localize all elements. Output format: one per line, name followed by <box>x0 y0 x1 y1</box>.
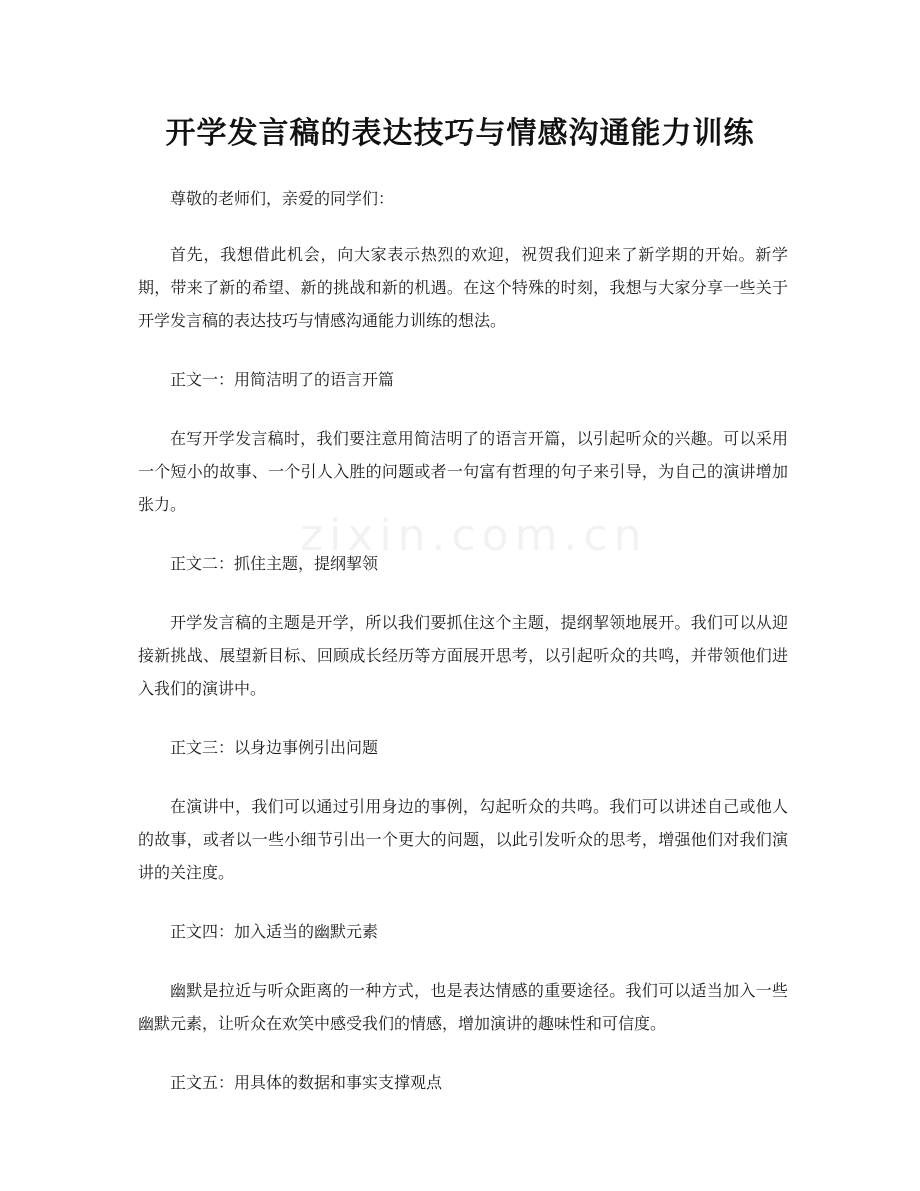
intro-paragraph: 首先，我想借此机会，向大家表示热烈的欢迎，祝贺我们迎来了新学期的开始。新学期，带来了新的希望、新的挑战和新的机遇。在这个特殊的时刻，我想与大家分享一些关于开学发言稿的表达技巧与情感沟通能力训练的想法。 <box>138 245 788 330</box>
section-heading-2: 正文二：抓住主题，提纲挈领 <box>170 554 379 573</box>
section-paragraph-3: 在演讲中，我们可以通过引用身边的事例，勾起听众的共鸣。我们可以讲述自己或他人的故事，或者以一些小细节引出一个更大的问题，以此引发听众的思考，增强他们对我们演讲的关注度。 <box>138 797 788 882</box>
section-paragraph-2: 开学发言稿的主题是开学，所以我们要抓住这个主题，提纲挈领地展开。我们可以从迎接新挑战、展望新目标、回顾成长经历等方面展开思考，以引起听众的共鸣，并带领他们进入我们的演讲中。 <box>138 613 788 698</box>
document-body <box>138 182 788 1125</box>
section-paragraph-1: 在写开学发言稿时，我们要注意用简洁明了的语言开篇，以引起听众的兴趣。可以采用一个短小的故事、一个引人入胜的问题或者一句富有哲理的句子来引导，为自己的演讲增加张力。 <box>138 429 788 514</box>
section-heading-3: 正文三：以身边事例引出问题 <box>170 738 379 757</box>
section-heading-4: 正文四：加入适当的幽默元素 <box>170 922 379 941</box>
section-paragraph-4: 幽默是拉近与听众距离的一种方式，也是表达情感的重要途径。我们可以适当加入一些幽默元素，让听众在欢笑中感受我们的情感，增加演讲的趣味性和可信度。 <box>138 981 788 1033</box>
greeting-paragraph: 尊敬的老师们，亲爱的同学们： <box>170 189 395 208</box>
watermark: zixin.com.cn <box>300 510 648 561</box>
document-title: 开学发言稿的表达技巧与情感沟通能力训练 <box>165 116 755 151</box>
section-heading-5: 正文五：用具体的数据和事实支撑观点 <box>170 1073 443 1092</box>
section-heading-1: 正文一：用简洁明了的语言开篇 <box>170 370 395 389</box>
